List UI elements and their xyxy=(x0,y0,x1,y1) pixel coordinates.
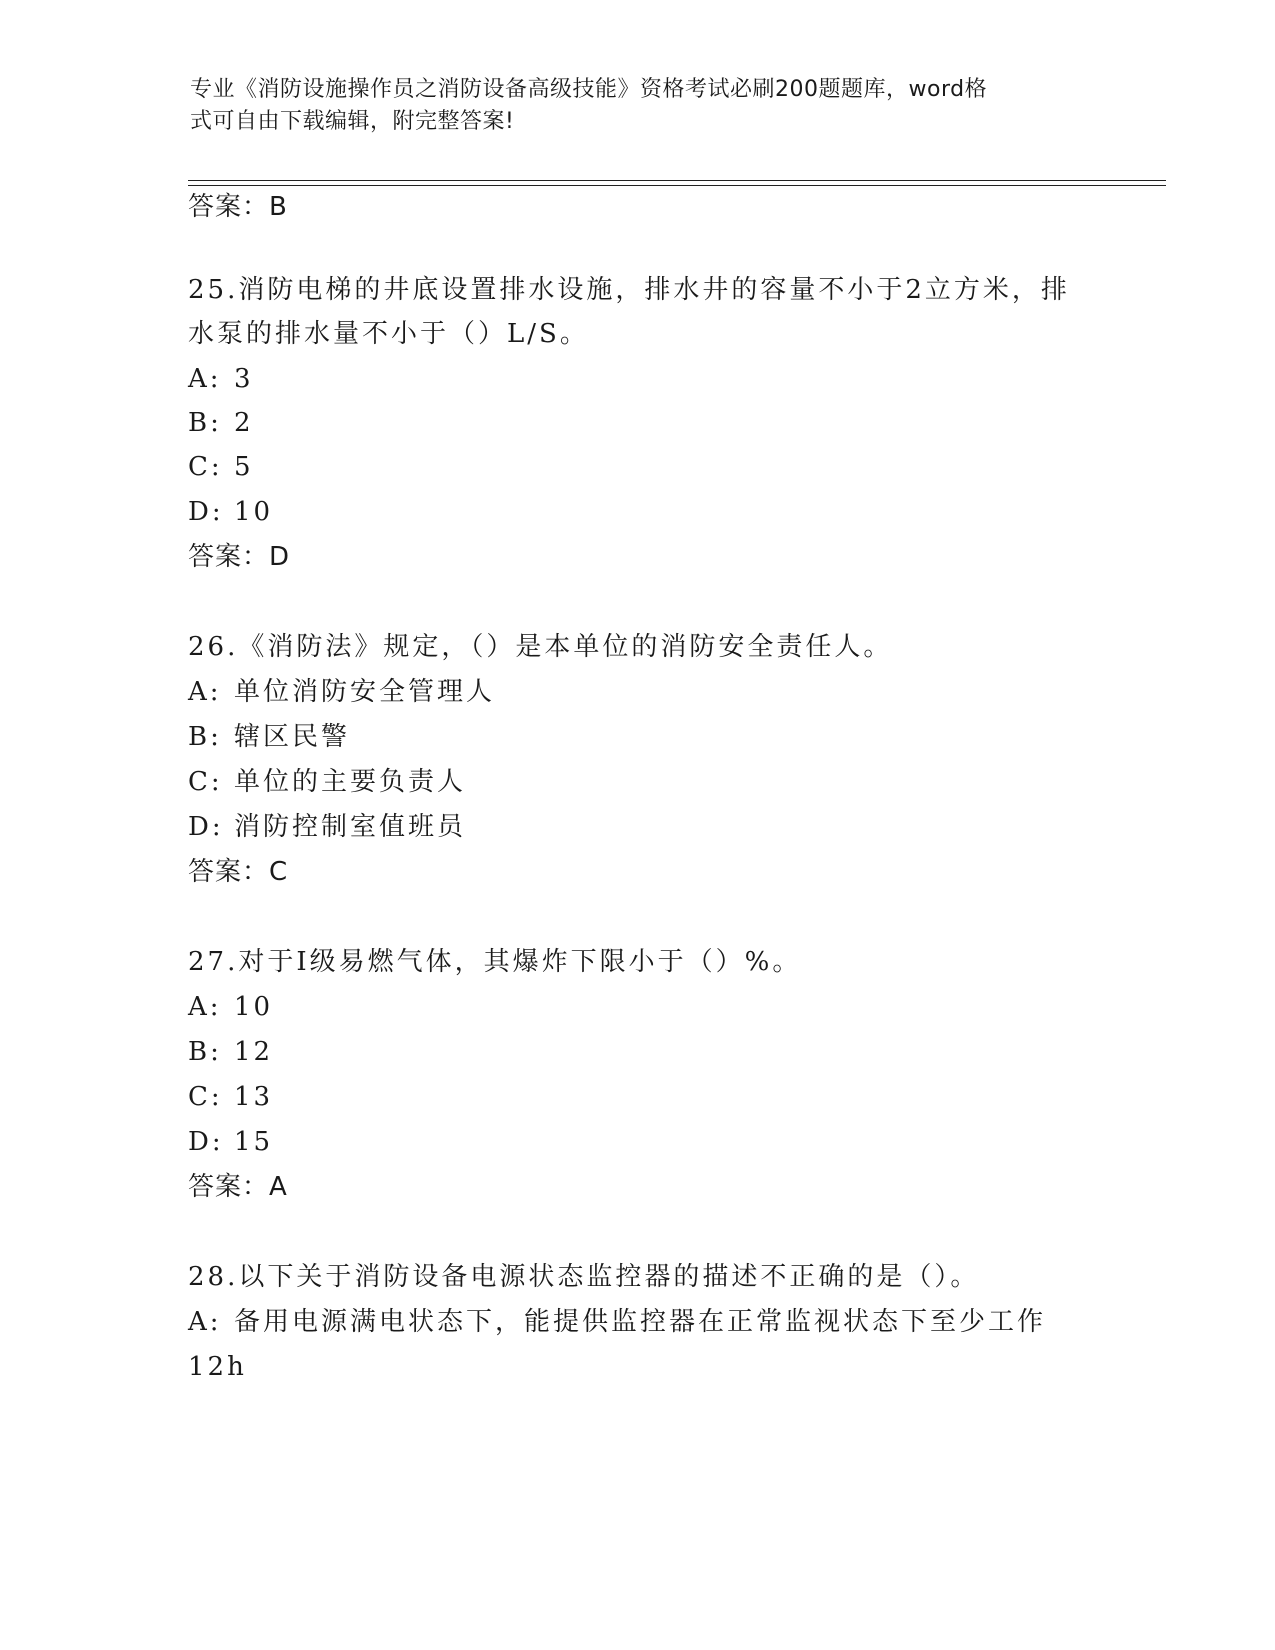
option-text: 消防控制室值班员 xyxy=(234,812,467,842)
question-stem-line: 25.消防电梯的井底设置排水设施，排水井的容量不小于2立方米，排 xyxy=(188,275,1070,305)
option-key: A: xyxy=(188,677,222,707)
question-stem-line: 27.对于Ⅰ级易燃气体，其爆炸下限小于（）%。 xyxy=(188,947,802,977)
option-key: C: xyxy=(188,767,223,797)
option-c xyxy=(188,450,254,484)
option-a xyxy=(188,1305,1046,1339)
option-d xyxy=(188,495,273,529)
header-divider-bottom xyxy=(188,185,1166,186)
option-text: 单位消防安全管理人 xyxy=(234,677,496,707)
option-a xyxy=(188,990,273,1024)
option-c xyxy=(188,1080,273,1114)
answer-label: 答案： xyxy=(188,1172,270,1202)
question-stem-line: 28.以下关于消防设备电源状态监控器的描述不正确的是（）。 xyxy=(188,1262,980,1292)
option-text: 15 xyxy=(234,1127,274,1157)
option-text: 10 xyxy=(234,992,274,1022)
option-b xyxy=(188,720,350,754)
option-key: A: xyxy=(188,992,222,1022)
question-stem-line: 26.《消防法》规定，（）是本单位的消防安全责任人。 xyxy=(188,632,893,662)
answer-label: 答案： xyxy=(188,857,270,887)
option-text: 单位的主要负责人 xyxy=(234,767,467,797)
option-key: A: xyxy=(188,1307,222,1337)
question-answer xyxy=(188,1170,288,1204)
option-key: D: xyxy=(188,1127,224,1157)
option-text: 2 xyxy=(234,408,254,438)
prev-answer xyxy=(188,190,288,224)
option-key: D: xyxy=(188,812,224,842)
option-key: B: xyxy=(188,722,222,752)
header-divider-top xyxy=(188,180,1166,181)
option-text: 10 xyxy=(234,497,274,527)
option-b xyxy=(188,406,254,440)
header-line-2: 式可自由下载编辑，附完整答案! xyxy=(190,109,515,134)
question-answer xyxy=(188,855,288,889)
option-c xyxy=(188,765,466,799)
option-a-continuation: 12h xyxy=(188,1352,247,1382)
option-text: 辖区民警 xyxy=(234,722,351,752)
option-key: B: xyxy=(188,408,222,438)
answer-value: C xyxy=(269,857,289,887)
answer-value: D xyxy=(269,542,291,572)
option-a xyxy=(188,362,254,396)
option-key: A: xyxy=(188,364,222,394)
option-b xyxy=(188,1035,273,1069)
question-answer xyxy=(188,540,290,574)
option-a xyxy=(188,675,495,709)
option-key: B: xyxy=(188,1037,222,1067)
option-key: D: xyxy=(188,497,224,527)
answer-label: 答案： xyxy=(188,192,270,222)
answer-value: A xyxy=(269,1172,288,1202)
option-text: 3 xyxy=(234,364,254,394)
document-header xyxy=(190,74,1090,138)
option-text: 备用电源满电状态下，能提供监控器在正常监视状态下至少工作 xyxy=(234,1307,1047,1337)
answer-label: 答案： xyxy=(188,542,270,572)
option-text: 5 xyxy=(234,452,254,482)
answer-value: B xyxy=(269,192,288,222)
option-key: C: xyxy=(188,1082,223,1112)
header-line-1: 专业《消防设施操作员之消防设备高级技能》资格考试必刷200题题库，word格 xyxy=(190,77,988,102)
option-key: C: xyxy=(188,452,223,482)
question-stem-line: 水泵的排水量不小于（）L/S。 xyxy=(188,319,589,349)
option-d xyxy=(188,1125,273,1159)
option-d xyxy=(188,810,466,844)
option-text: 13 xyxy=(234,1082,274,1112)
option-text: 12 xyxy=(234,1037,274,1067)
